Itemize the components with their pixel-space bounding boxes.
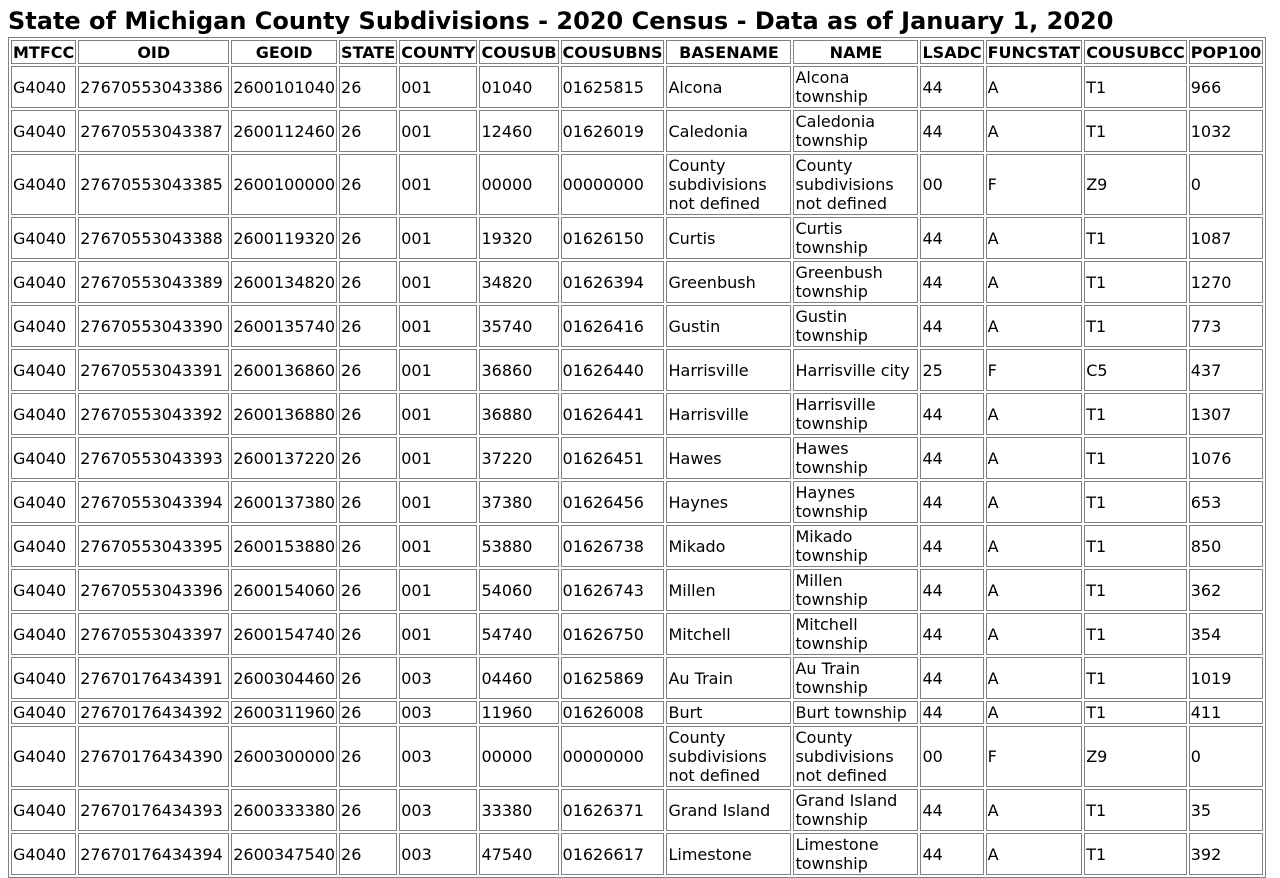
geoid-cell: 2600300000 [231,726,337,787]
geoid-cell: 2600154740 [231,613,337,655]
cousubns-cell: 01626008 [561,701,665,724]
lsadc-cell: 44 [920,305,983,347]
cousub-cell: 37380 [479,481,558,523]
name-cell: Limestone township [793,833,918,875]
column-header: COUNTY [399,40,477,64]
mtfcc-cell: G4040 [11,657,76,699]
table-row [11,349,1263,391]
basename-cell: Alcona [666,66,791,108]
county-cell: 001 [399,481,477,523]
name-cell: Mikado township [793,525,918,567]
table-row [11,481,1263,523]
state-cell: 26 [339,349,397,391]
column-header: COUSUBNS [561,40,665,64]
name-cell: Hawes township [793,437,918,479]
oid-cell: 27670553043395 [78,525,229,567]
mtfcc-cell: G4040 [11,569,76,611]
table-row [11,569,1263,611]
cousub-cell: 54740 [479,613,558,655]
mtfcc-cell: G4040 [11,726,76,787]
cousubcc-cell: T1 [1084,525,1187,567]
pop100-cell: 1307 [1189,393,1263,435]
geoid-cell: 2600137220 [231,437,337,479]
state-cell: 26 [339,726,397,787]
oid-cell: 27670553043389 [78,261,229,303]
basename-cell: Burt [666,701,791,724]
cousubns-cell: 00000000 [561,726,665,787]
oid-cell: 27670553043397 [78,613,229,655]
oid-cell: 27670553043390 [78,305,229,347]
funcstat-cell: F [986,349,1083,391]
pop100-cell: 1087 [1189,217,1263,259]
mtfcc-cell: G4040 [11,305,76,347]
lsadc-cell: 44 [920,569,983,611]
basename-cell: Harrisville [666,349,791,391]
cousubcc-cell: T1 [1084,481,1187,523]
table-row [11,154,1263,215]
state-cell: 26 [339,66,397,108]
lsadc-cell: 44 [920,217,983,259]
cousubns-cell: 01626150 [561,217,665,259]
basename-cell: Mitchell [666,613,791,655]
geoid-cell: 2600154060 [231,569,337,611]
name-cell: Au Train township [793,657,918,699]
funcstat-cell: F [986,154,1083,215]
county-cell: 001 [399,393,477,435]
cousubns-cell: 01626617 [561,833,665,875]
basename-cell: Curtis [666,217,791,259]
table-row [11,305,1263,347]
state-cell: 26 [339,305,397,347]
cousubns-cell: 01626743 [561,569,665,611]
lsadc-cell: 44 [920,525,983,567]
name-cell: Harrisville city [793,349,918,391]
cousubns-cell: 01626440 [561,349,665,391]
pop100-cell: 437 [1189,349,1263,391]
funcstat-cell: A [986,110,1083,152]
column-header: LSADC [920,40,983,64]
geoid-cell: 2600136860 [231,349,337,391]
table-row [11,217,1263,259]
cousub-cell: 12460 [479,110,558,152]
table-row [11,833,1263,875]
geoid-cell: 2600101040 [231,66,337,108]
table-row [11,726,1263,787]
name-cell: Grand Island township [793,789,918,831]
mtfcc-cell: G4040 [11,481,76,523]
lsadc-cell: 44 [920,110,983,152]
funcstat-cell: A [986,217,1083,259]
cousub-cell: 11960 [479,701,558,724]
table-row [11,613,1263,655]
cousub-cell: 00000 [479,726,558,787]
geoid-cell: 2600100000 [231,154,337,215]
state-cell: 26 [339,481,397,523]
state-cell: 26 [339,110,397,152]
pop100-cell: 354 [1189,613,1263,655]
cousub-cell: 34820 [479,261,558,303]
cousub-cell: 54060 [479,569,558,611]
funcstat-cell: A [986,393,1083,435]
geoid-cell: 2600135740 [231,305,337,347]
cousubns-cell: 01626019 [561,110,665,152]
column-header: NAME [793,40,918,64]
mtfcc-cell: G4040 [11,261,76,303]
name-cell: Alcona township [793,66,918,108]
basename-cell: Hawes [666,437,791,479]
oid-cell: 27670176434393 [78,789,229,831]
cousubns-cell: 01626451 [561,437,665,479]
basename-cell: Harrisville [666,393,791,435]
table-row [11,66,1263,108]
cousubcc-cell: Z9 [1084,154,1187,215]
oid-cell: 27670176434391 [78,657,229,699]
geoid-cell: 2600347540 [231,833,337,875]
funcstat-cell: A [986,305,1083,347]
cousubcc-cell: T1 [1084,66,1187,108]
lsadc-cell: 44 [920,437,983,479]
geoid-cell: 2600304460 [231,657,337,699]
funcstat-cell: A [986,261,1083,303]
pop100-cell: 0 [1189,154,1263,215]
oid-cell: 27670553043393 [78,437,229,479]
basename-cell: Au Train [666,657,791,699]
lsadc-cell: 44 [920,701,983,724]
cousubcc-cell: T1 [1084,701,1187,724]
basename-cell: Caledonia [666,110,791,152]
table-row [11,657,1263,699]
cousubcc-cell: T1 [1084,393,1187,435]
cousub-cell: 37220 [479,437,558,479]
name-cell: County subdivisions not defined [793,726,918,787]
county-cell: 001 [399,261,477,303]
oid-cell: 27670553043394 [78,481,229,523]
name-cell: Gustin township [793,305,918,347]
county-cell: 003 [399,701,477,724]
lsadc-cell: 44 [920,789,983,831]
lsadc-cell: 44 [920,66,983,108]
pop100-cell: 362 [1189,569,1263,611]
oid-cell: 27670176434394 [78,833,229,875]
table-row [11,110,1263,152]
mtfcc-cell: G4040 [11,701,76,724]
cousubns-cell: 01626750 [561,613,665,655]
cousubns-cell: 01626394 [561,261,665,303]
pop100-cell: 1270 [1189,261,1263,303]
lsadc-cell: 44 [920,657,983,699]
pop100-cell: 850 [1189,525,1263,567]
column-header: FUNCSTAT [986,40,1083,64]
oid-cell: 27670553043387 [78,110,229,152]
cousub-cell: 36880 [479,393,558,435]
oid-cell: 27670553043392 [78,393,229,435]
funcstat-cell: A [986,481,1083,523]
county-cell: 001 [399,349,477,391]
mtfcc-cell: G4040 [11,110,76,152]
oid-cell: 27670553043391 [78,349,229,391]
geoid-cell: 2600153880 [231,525,337,567]
pop100-cell: 392 [1189,833,1263,875]
mtfcc-cell: G4040 [11,437,76,479]
county-cell: 001 [399,525,477,567]
name-cell: Millen township [793,569,918,611]
pop100-cell: 773 [1189,305,1263,347]
cousub-cell: 00000 [479,154,558,215]
basename-cell: County subdivisions not defined [666,726,791,787]
cousubcc-cell: T1 [1084,569,1187,611]
geoid-cell: 2600333380 [231,789,337,831]
column-header: BASENAME [666,40,791,64]
mtfcc-cell: G4040 [11,349,76,391]
cousub-cell: 35740 [479,305,558,347]
county-cell: 001 [399,437,477,479]
funcstat-cell: A [986,569,1083,611]
geoid-cell: 2600119320 [231,217,337,259]
county-cell: 003 [399,833,477,875]
lsadc-cell: 44 [920,613,983,655]
page-title: State of Michigan County Subdivisions - 2020 Census - Data as of January 1, 2020 [8,7,1114,35]
cousubcc-cell: T1 [1084,110,1187,152]
state-cell: 26 [339,154,397,215]
table-row [11,261,1263,303]
basename-cell: Mikado [666,525,791,567]
name-cell: County subdivisions not defined [793,154,918,215]
cousubcc-cell: T1 [1084,437,1187,479]
name-cell: Burt township [793,701,918,724]
state-cell: 26 [339,657,397,699]
state-cell: 26 [339,217,397,259]
state-cell: 26 [339,833,397,875]
funcstat-cell: A [986,525,1083,567]
column-header: POP100 [1189,40,1263,64]
lsadc-cell: 44 [920,261,983,303]
cousub-cell: 53880 [479,525,558,567]
name-cell: Mitchell township [793,613,918,655]
table-row [11,525,1263,567]
cousub-cell: 36860 [479,349,558,391]
column-header: STATE [339,40,397,64]
cousubns-cell: 01625869 [561,657,665,699]
funcstat-cell: A [986,613,1083,655]
county-cell: 001 [399,569,477,611]
mtfcc-cell: G4040 [11,66,76,108]
basename-cell: Millen [666,569,791,611]
pop100-cell: 1019 [1189,657,1263,699]
county-cell: 001 [399,66,477,108]
lsadc-cell: 44 [920,833,983,875]
mtfcc-cell: G4040 [11,789,76,831]
mtfcc-cell: G4040 [11,154,76,215]
county-cell: 001 [399,110,477,152]
state-cell: 26 [339,261,397,303]
cousubns-cell: 01625815 [561,66,665,108]
cousub-cell: 47540 [479,833,558,875]
funcstat-cell: A [986,437,1083,479]
table-row [11,437,1263,479]
cousubns-cell: 01626416 [561,305,665,347]
basename-cell: Gustin [666,305,791,347]
funcstat-cell: A [986,66,1083,108]
state-cell: 26 [339,525,397,567]
name-cell: Haynes township [793,481,918,523]
state-cell: 26 [339,701,397,724]
basename-cell: Grand Island [666,789,791,831]
funcstat-cell: A [986,657,1083,699]
funcstat-cell: A [986,789,1083,831]
lsadc-cell: 44 [920,393,983,435]
column-header: COUSUB [479,40,558,64]
basename-cell: Limestone [666,833,791,875]
county-cell: 003 [399,789,477,831]
cousub-cell: 04460 [479,657,558,699]
table-row [11,789,1263,831]
mtfcc-cell: G4040 [11,613,76,655]
cousub-cell: 33380 [479,789,558,831]
pop100-cell: 35 [1189,789,1263,831]
basename-cell: County subdivisions not defined [666,154,791,215]
oid-cell: 27670176434390 [78,726,229,787]
header-row [11,40,1263,64]
column-header: COUSUBCC [1084,40,1187,64]
column-header: OID [78,40,229,64]
state-cell: 26 [339,393,397,435]
cousubns-cell: 01626456 [561,481,665,523]
cousubns-cell: 01626371 [561,789,665,831]
lsadc-cell: 44 [920,481,983,523]
oid-cell: 27670553043388 [78,217,229,259]
pop100-cell: 0 [1189,726,1263,787]
cousub-cell: 01040 [479,66,558,108]
geoid-cell: 2600137380 [231,481,337,523]
table-row [11,701,1263,724]
name-cell: Greenbush township [793,261,918,303]
county-cell: 003 [399,657,477,699]
pop100-cell: 653 [1189,481,1263,523]
lsadc-cell: 00 [920,726,983,787]
county-cell: 001 [399,154,477,215]
cousubcc-cell: T1 [1084,657,1187,699]
cousubns-cell: 01626738 [561,525,665,567]
subdivisions-table [8,37,1266,878]
name-cell: Harrisville township [793,393,918,435]
cousubcc-cell: Z9 [1084,726,1187,787]
oid-cell: 27670176434392 [78,701,229,724]
pop100-cell: 1076 [1189,437,1263,479]
county-cell: 003 [399,726,477,787]
oid-cell: 27670553043396 [78,569,229,611]
cousubcc-cell: T1 [1084,305,1187,347]
county-cell: 001 [399,613,477,655]
oid-cell: 27670553043386 [78,66,229,108]
lsadc-cell: 25 [920,349,983,391]
pop100-cell: 411 [1189,701,1263,724]
cousubns-cell: 00000000 [561,154,665,215]
cousubcc-cell: T1 [1084,833,1187,875]
basename-cell: Haynes [666,481,791,523]
cousubcc-cell: C5 [1084,349,1187,391]
county-cell: 001 [399,305,477,347]
pop100-cell: 966 [1189,66,1263,108]
funcstat-cell: F [986,726,1083,787]
mtfcc-cell: G4040 [11,217,76,259]
geoid-cell: 2600112460 [231,110,337,152]
name-cell: Caledonia township [793,110,918,152]
lsadc-cell: 00 [920,154,983,215]
state-cell: 26 [339,569,397,611]
column-header: GEOID [231,40,337,64]
basename-cell: Greenbush [666,261,791,303]
cousubcc-cell: T1 [1084,261,1187,303]
cousubcc-cell: T1 [1084,789,1187,831]
oid-cell: 27670553043385 [78,154,229,215]
geoid-cell: 2600136880 [231,393,337,435]
geoid-cell: 2600134820 [231,261,337,303]
mtfcc-cell: G4040 [11,833,76,875]
table-row [11,393,1263,435]
mtfcc-cell: G4040 [11,525,76,567]
cousub-cell: 19320 [479,217,558,259]
funcstat-cell: A [986,701,1083,724]
mtfcc-cell: G4040 [11,393,76,435]
cousubns-cell: 01626441 [561,393,665,435]
name-cell: Curtis township [793,217,918,259]
state-cell: 26 [339,613,397,655]
state-cell: 26 [339,437,397,479]
state-cell: 26 [339,789,397,831]
pop100-cell: 1032 [1189,110,1263,152]
county-cell: 001 [399,217,477,259]
cousubcc-cell: T1 [1084,217,1187,259]
geoid-cell: 2600311960 [233,703,336,722]
funcstat-cell: A [986,833,1083,875]
column-header: MTFCC [11,40,76,64]
cousubcc-cell: T1 [1084,613,1187,655]
